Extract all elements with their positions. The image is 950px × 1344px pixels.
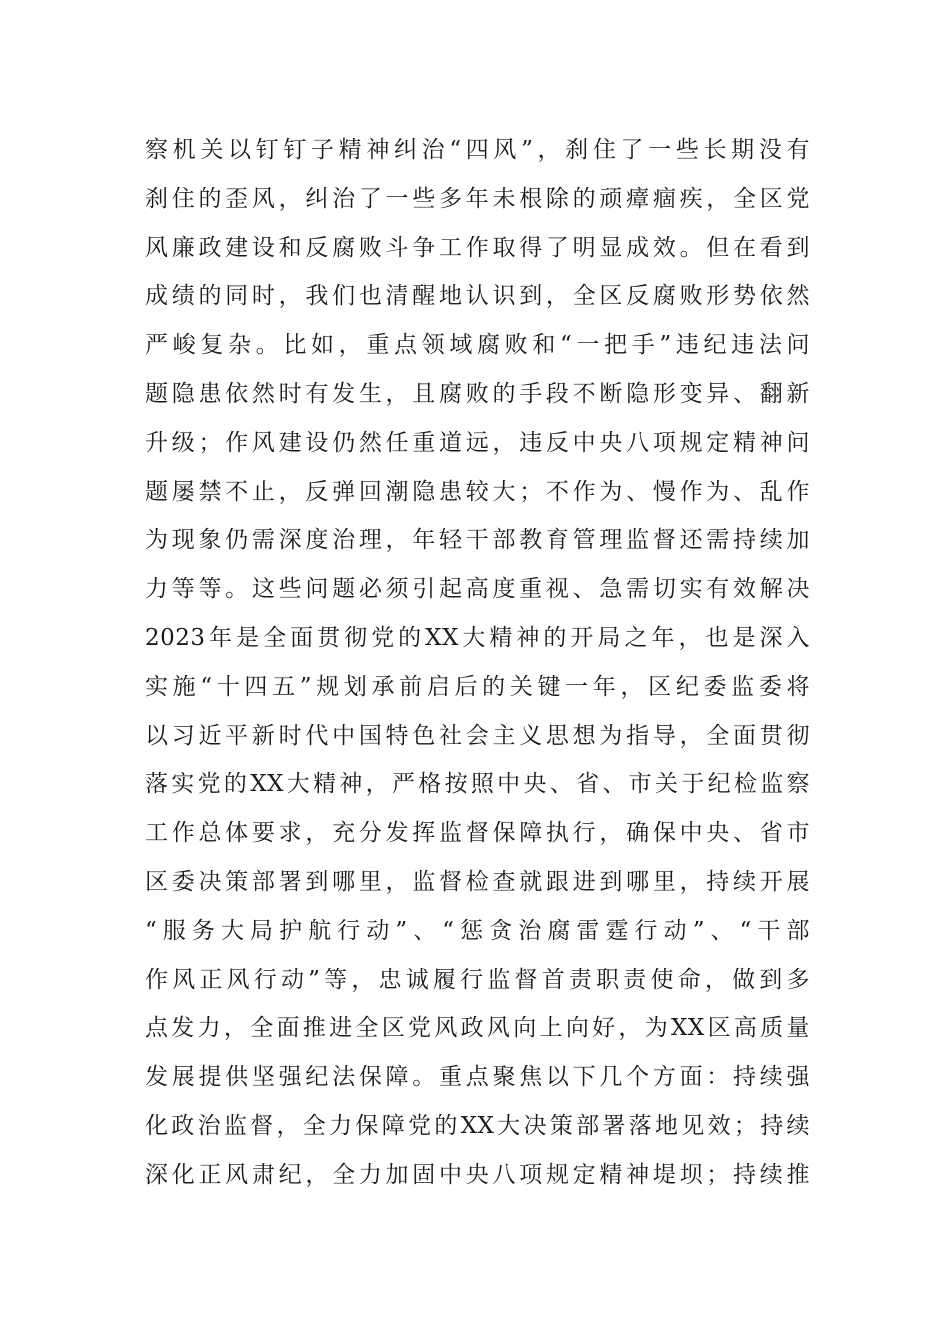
- text-line: 发展提供坚强纪法保障。重点聚焦以下几个方面：持续强: [145, 1064, 810, 1091]
- text-line: 察机关以钉钉子精神纠治“四风”，刹住了一些长期没有: [145, 137, 810, 163]
- text-line: 风廉政建设和反腐败斗争工作取得了明显成效。但在看到: [145, 234, 810, 261]
- text-line: “服务大局护航行动”、“惩贪治腐雷霆行动”、“干部: [145, 917, 810, 944]
- text-line: 作风正风行动”等，忠诚履行监督首责职责使命，做到多: [145, 966, 810, 993]
- text-line: 区委决策部署到哪里，监督检查就跟进到哪里，持续开展: [145, 868, 810, 895]
- text-line: 实施“十四五”规划承前启后的关键一年，区纪委监委将: [145, 673, 810, 700]
- text-line: 刹住的歪风，纠治了一些多年未根除的顽瘴痼疾，全区党: [145, 185, 810, 212]
- text-line: 题屡禁不止，反弹回潮隐患较大；不作为、慢作为、乱作: [145, 478, 810, 505]
- text-line: 题隐患依然时有发生，且腐败的手段不断隐形变异、翻新: [145, 380, 810, 407]
- text-line: 升级；作风建设仍然任重道远，违反中央八项规定精神问: [145, 429, 810, 456]
- text-line: 以习近平新时代中国特色社会主义思想为指导，全面贯彻: [145, 722, 810, 749]
- text-line: 工作总体要求，充分发挥监督保障执行，确保中央、省市: [145, 820, 810, 847]
- text-line: 为现象仍需深度治理，年轻干部教育管理监督还需持续加: [145, 527, 810, 554]
- body-text: [145, 126, 810, 1200]
- text-line: 点发力，全面推进全区党风政风向上向好，为XX区高质量: [145, 1015, 810, 1042]
- text-line: 成绩的同时，我们也清醒地认识到，全区反腐败形势依然: [145, 283, 810, 310]
- text-line: 深化正风肃纪，全力加固中央八项规定精神堤坝；持续推: [145, 1161, 810, 1188]
- text-line: 化政治监督，全力保障党的XX大决策部署落地见效；持续: [145, 1112, 810, 1139]
- text-line: 落实党的XX大精神，严格按照中央、省、市关于纪检监察: [145, 771, 810, 798]
- text-line: 力等等。这些问题必须引起高度重视、急需切实有效解决: [145, 576, 810, 603]
- text-line: 2023年是全面贯彻党的XX大精神的开局之年，也是深入: [145, 624, 810, 651]
- text-line: 严峻复杂。比如，重点领域腐败和“一把手”违纪违法问: [145, 332, 810, 359]
